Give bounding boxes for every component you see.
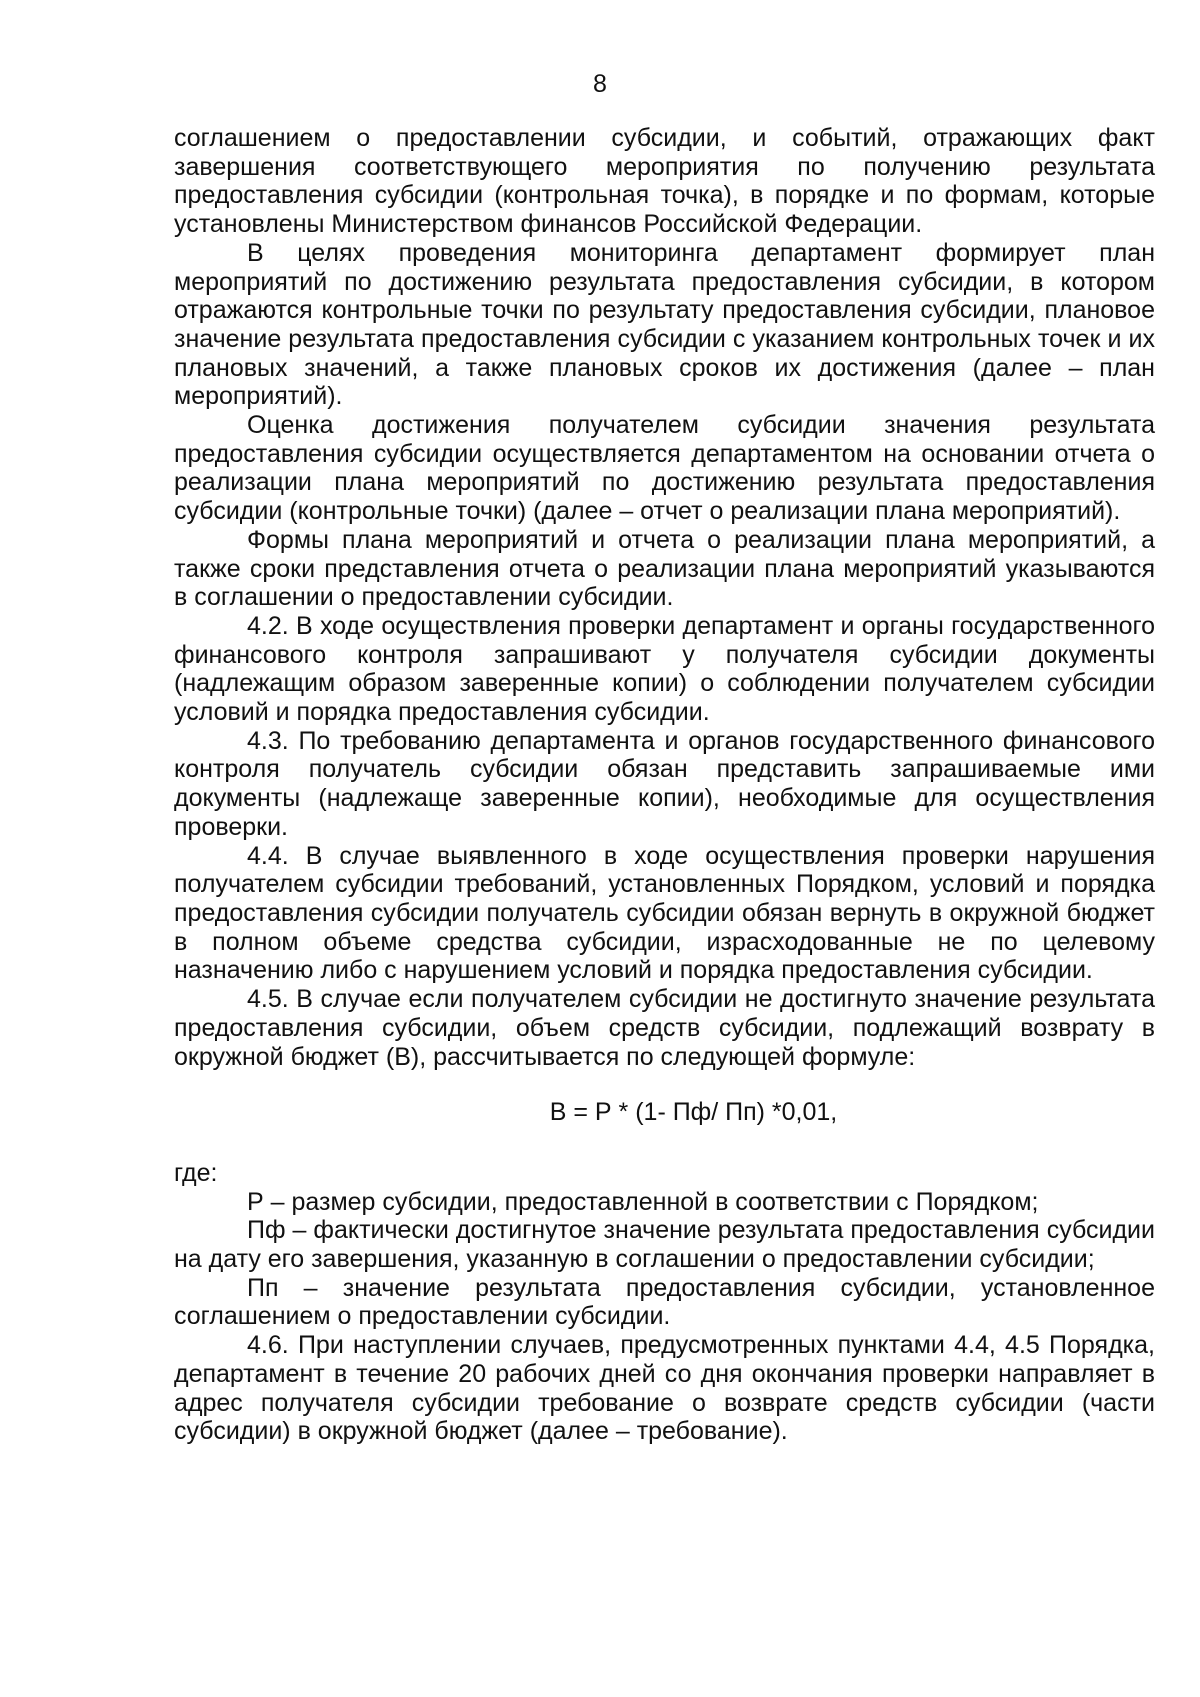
where-label: где: (174, 1158, 218, 1187)
paragraph-report-forms: Формы плана мероприятий и отчета о реализации плана мероприятий, а также сроки представления отчета о реализации плана мероприятий указываются в соглашении о предоставлении субсидии. (174, 525, 1155, 612)
page-number: 8 (593, 70, 607, 98)
paragraph-evaluation: Оценка достижения получателем субсидии значения результата предоставления субсидии осуществляется департаментом на основании отчета о реализации плана мероприятий по достижению результата предоставления субсидии (контрольные точки) (далее – отчет о реализации плана мероприятий). (174, 411, 1155, 526)
paragraph-continuation: соглашением о предоставлении субсидии, и событий, отражающих факт завершения соответствующего мероприятия по получению результата предоставления субсидии (контрольная точка), в порядке и по формам, которые установлены Министерством финансов Российской Федерации. (174, 124, 1155, 239)
definition-pf: Пф – фактически достигнутое значение результата предоставления субсидии на дату его завершения, указанную в соглашении о предоставлении субсидии; (174, 1216, 1155, 1274)
paragraph-monitoring-plan: В целях проведения мониторинга департамент формирует план мероприятий по достижению результата предоставления субсидии, в котором отражаются контрольные точки по результату предоставления субсидии, плановое значение результата предоставления субсидии с указанием контрольных точек и их плановых значений, а также плановых сроков их достижения (далее – план мероприятий). (174, 238, 1155, 411)
document-body (174, 124, 1155, 1446)
paragraph-4-2: 4.2. В ходе осуществления проверки департамент и органы государственного финансового контроля запрашивают у получателя субсидии документы (надлежащим образом заверенные копии) о соблюдении получателем субсидии условий и порядка предоставления субсидии. (174, 611, 1155, 727)
paragraph-4-6: 4.6. При наступлении случаев, предусмотренных пунктами 4.4, 4.5 Порядка, департамент в течение 20 рабочих дней со дня окончания проверки направляет в адрес получателя субсидии требование о возврате средств субсидии (части субсидии) в окружной бюджет (далее – требование). (174, 1331, 1155, 1446)
paragraph-4-4: 4.4. В случае выявленного в ходе осуществления проверки нарушения получателем субсидии требований, установленных Порядком, условий и порядка предоставления субсидии получатель субсидии обязан вернуть в окружной бюджет в полном объеме средства субсидии, израсходованные не по целевому назначению либо с нарушением условий и порядка предоставления субсидии. (174, 841, 1155, 985)
definition-p: Р – размер субсидии, предоставленной в соответствии с Порядком; (247, 1187, 1039, 1216)
paragraph-4-5: 4.5. В случае если получателем субсидии не достигнуто значение результата предоставления субсидии, объем средств субсидии, подлежащий возврату в окружной бюджет (В), рассчитывается по следующей формуле: (174, 985, 1155, 1071)
paragraph-4-3: 4.3. По требованию департамента и органов государственного финансового контроля получатель субсидии обязан представить запрашиваемые ими документы (надлежаще заверенные копии), необходимые для осуществления проверки. (174, 726, 1155, 841)
definition-pp: Пп – значение результата предоставления субсидии, установленное соглашением о предоставлении субсидии. (174, 1273, 1155, 1331)
refund-formula: В = Р * (1- Пф/ Пп) *0,01, (549, 1098, 838, 1127)
